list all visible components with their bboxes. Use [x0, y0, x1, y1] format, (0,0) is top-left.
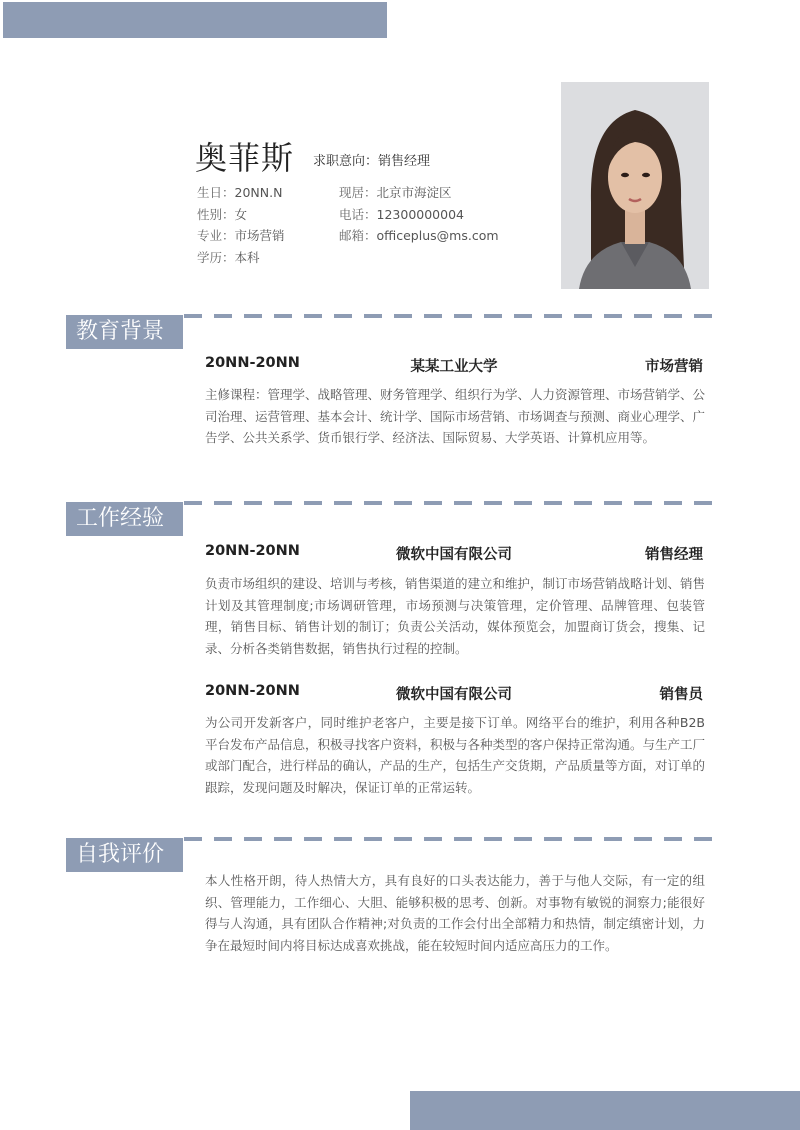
- self-evaluation-text: 本人性格开朗，待人热情大方，具有良好的口头表达能力，善于与他人交际，有一定的组织、管理能力，工作细心、大胆、能够积极的思考、创新。对事物有敏锐的洞察力;能很好得与人沟通，具有团队合作精神;对负责的工作会付出全部精力和热情，制定缜密计划，力争在最短时间内将目标达成喜欢挑战，能在较短时间内适应高压力的工作。: [205, 873, 705, 953]
- info-gender: 性别：女: [197, 206, 248, 222]
- work-period-1: 20NN-20NN: [205, 543, 300, 559]
- work-row-1: [205, 543, 703, 565]
- education-major: 市场营销: [645, 359, 703, 375]
- job-intent: 求职意向：销售经理: [313, 154, 431, 169]
- section-title-work: 工作经验: [66, 502, 183, 536]
- portrait-illustration: [561, 82, 709, 289]
- education-school: 某某工业大学: [410, 359, 498, 375]
- section-divider-self: [184, 837, 712, 841]
- section-title-self: 自我评价: [66, 838, 183, 872]
- work-period-2: 20NN-20NN: [205, 683, 300, 699]
- info-degree: 学历：本科: [197, 249, 260, 265]
- candidate-name: 奥菲斯: [195, 139, 295, 177]
- info-residence: 现居：北京市海淀区: [339, 185, 452, 200]
- work-company-2: 微软中国有限公司: [396, 687, 512, 703]
- section-title-education: 教育背景: [66, 315, 183, 349]
- info-right: [339, 183, 499, 248]
- info-birthday: 生日：20NN.N: [197, 185, 283, 200]
- info-major: 专业：市场营销: [197, 228, 285, 243]
- work-role-2: 销售员: [659, 687, 703, 703]
- work-role-1: 销售经理: [645, 547, 703, 563]
- work-description-1: 负责市场组织的建设、培训与考核，销售渠道的建立和维护，制订市场营销战略计划、销售计划及其管理制度;市场调研管理，市场预测与决策管理，定价管理、品牌管理、包装管理，销售目标、销售计划的制订；负责公关活动，媒体预览会，加盟商订货会，搜集、记录、分析各类销售数据，销售执行过程的控制。: [205, 576, 706, 656]
- education-row: [205, 355, 703, 377]
- education-period: 20NN-20NN: [205, 355, 300, 371]
- work-row-2: [205, 683, 703, 705]
- section-divider-education: [184, 314, 712, 318]
- section-divider-work: [184, 501, 712, 505]
- top-accent-bar: [3, 2, 387, 38]
- info-email: 邮箱：officeplus@ms.com: [339, 228, 499, 243]
- work-company-1: 微软中国有限公司: [396, 547, 512, 563]
- profile-photo: [561, 82, 709, 289]
- work-description-2: 为公司开发新客户，同时维护老客户，主要是接下订单。网络平台的维护，利用各种B2B 平台发布产品信息，积极寻找客户资料，积极与各种类型的客户保持正常沟通。与生产工厂或部门配合，进行样品的确认，产品的生产，包括生产交货期，产品质量等方面，对订单的跟踪，发现问题及时解决，保证订单的正常运转。: [205, 715, 706, 795]
- info-left: [197, 183, 285, 269]
- education-description: 主修课程：管理学、战略管理、财务管理学、组织行为学、人力资源管理、市场营销学、公司治理、运营管理、基本会计、统计学、国际市场营销、市场调查与预测、商业心理学、广告学、公共关系学、货币银行学、经济法、国际贸易、大学英语、计算机应用等。: [205, 387, 706, 445]
- info-phone: 电话：12300000004: [339, 206, 464, 222]
- bottom-accent-bar: [410, 1091, 800, 1130]
